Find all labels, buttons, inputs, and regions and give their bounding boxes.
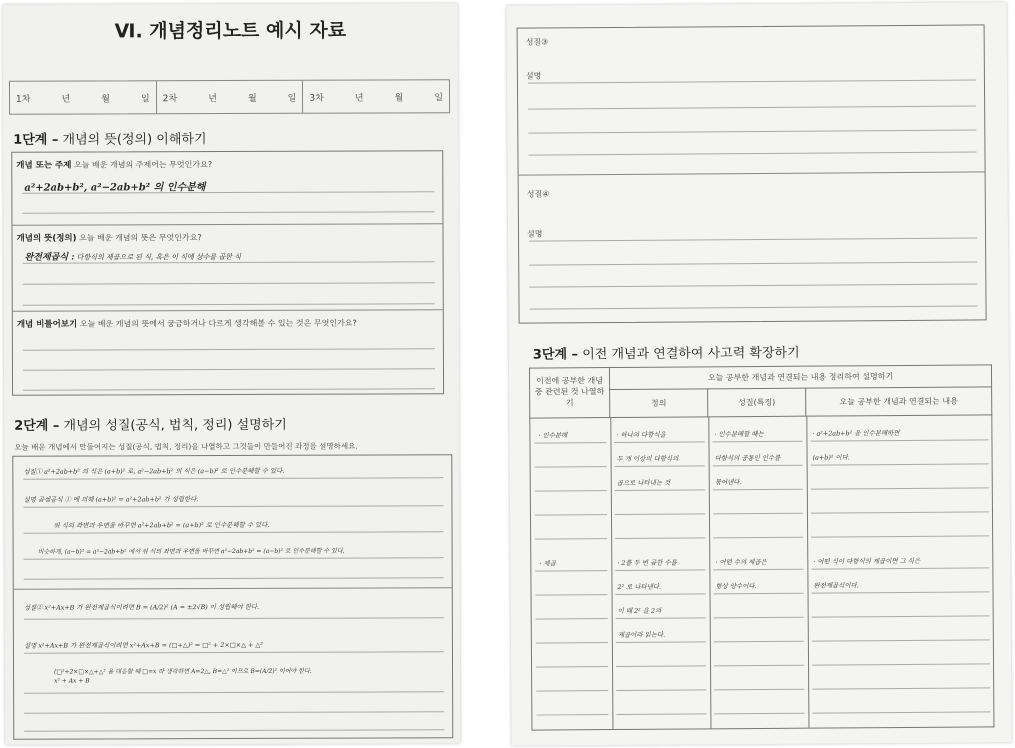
property-4-explanation-label: 설명 <box>526 229 543 239</box>
writing-line <box>811 463 989 465</box>
col-property-header: 성질(특징) <box>708 388 806 417</box>
concept-twist-question: 오늘 배운 개념의 뜻에서 궁금하거나 다르게 생각해볼 수 있는 것은 무엇인가요? <box>77 318 357 329</box>
property-2-explanation-2: (□²+2×□×△+△² 을 대응할 때 □=x 라 생각하면 A=2△, B=△² 이므로 B=(A/2)² 이어야 한다. <box>54 667 312 676</box>
property-3-explanation-label: 설명 <box>525 71 542 81</box>
property-1-explanation-3: 비슷하게, (a−b)² = a²−2ab+b² 에서 위 식의 좌변과 우변을 바꾸면 a²−2ab+b² = (a−b)² 로 인수분해할 수 있다. <box>37 547 345 556</box>
step3-table <box>529 364 995 730</box>
writing-line <box>812 591 990 593</box>
step3-heading <box>533 342 800 363</box>
review-date-1 <box>10 81 156 114</box>
definition-line: 2² 로 나타낸다. <box>617 582 662 591</box>
col-divider <box>610 418 613 729</box>
writing-line <box>536 714 608 716</box>
date-label: 1차 <box>16 94 31 105</box>
group-header: 오늘 공부한 개념과 연결되는 내용 정리하여 설명하기 <box>609 365 991 390</box>
table-body <box>530 415 994 730</box>
writing-line <box>23 505 443 507</box>
property-2-text: 성질② x²+Ax+B 가 완전제곱식이려면 B = (A/2)² (A = ±2√B) 이 성립해야 한다. <box>23 602 260 612</box>
date-label: 2차 <box>162 93 178 104</box>
concept-meaning-label: 개념의 뜻(정의) <box>16 233 77 244</box>
date-month: 월 <box>394 92 404 103</box>
concept-twist-label: 개념 비틀어보기 <box>16 319 78 330</box>
property-4-label: 성질④ <box>526 189 550 199</box>
step1-heading-bold: 1단계 – <box>13 132 59 148</box>
concept-subject-prompt <box>16 158 212 171</box>
step2-heading-text: 개념의 성질(공식, 법칙, 정리) 설명하기 <box>59 417 287 434</box>
writing-line <box>615 569 705 571</box>
date-month: 월 <box>247 93 257 104</box>
writing-line <box>23 477 443 479</box>
connection-line: · a²+2ab+b² 을 인수분해하면 <box>812 429 900 438</box>
property-2-explanation-1: 설명 x²+Ax+B 가 완전제곱식이려면 x²+Ax+B = (□+△)² = □² + 2×□×△ + △² <box>23 640 263 650</box>
concept-subject-section <box>12 151 442 223</box>
writing-line <box>534 442 606 444</box>
writing-line <box>714 641 804 643</box>
writing-line <box>536 666 608 668</box>
step2-instruction: 오늘 배운 개념에서 만들어지는 성질(공식, 법칙, 정리)을 나열하고 그것들이 만들어진 과정을 설명하세요. <box>14 441 358 452</box>
date-year: 년 <box>208 93 217 104</box>
property-2-explanation-3: x² + Ax + B <box>54 677 90 685</box>
writing-line <box>616 665 706 667</box>
writing-line <box>714 593 804 595</box>
writing-line <box>713 513 803 515</box>
concept-subject-label: 개념 또는 주제 <box>16 160 72 171</box>
writing-line <box>616 689 706 691</box>
writing-line <box>714 689 804 691</box>
date-year: 년 <box>61 94 71 105</box>
writing-line <box>615 513 705 515</box>
writing-line <box>811 535 989 537</box>
writing-line <box>24 729 444 731</box>
writing-line <box>714 665 804 667</box>
concept-subject-question: 오늘 배운 개념의 주제어는 무엇인가요? <box>71 160 213 170</box>
writing-line <box>812 687 990 689</box>
date-day: 일 <box>140 93 150 104</box>
connection-line: 완전제곱식이다. <box>813 581 859 590</box>
writing-line <box>24 691 444 693</box>
writing-line <box>536 594 608 596</box>
writing-line <box>810 439 988 441</box>
col-divider <box>708 417 711 728</box>
col-connection-header: 오늘 공부한 개념과 연결되는 내용 <box>806 387 992 416</box>
concept-meaning-answer <box>25 249 241 263</box>
property-line: 묶어낸다. <box>714 478 742 487</box>
writing-line <box>713 569 803 571</box>
writing-line <box>713 489 803 491</box>
writing-line <box>528 129 976 133</box>
writing-line <box>615 489 705 491</box>
writing-line <box>712 441 802 443</box>
writing-line <box>23 303 435 305</box>
writing-line <box>23 261 435 263</box>
col-previous-concepts-header: 이전에 공부한 개념 중 관련된 것 나열하기 <box>529 368 609 419</box>
date-year: 년 <box>354 93 364 104</box>
date-day: 일 <box>287 93 297 104</box>
writing-line <box>811 567 989 569</box>
writing-line <box>24 557 444 559</box>
writing-line <box>536 618 608 620</box>
property-1-text: 성질① a²+2ab+b² 의 식은 (a+b)² 로, a²−2ab+b² 의 식은 (a−b)² 로 인수분해할 수 있다. <box>23 466 285 476</box>
writing-line <box>812 663 990 665</box>
writing-line <box>535 570 607 572</box>
definition-line: 이 때 2² 을 2의 <box>617 606 662 615</box>
writing-line <box>714 713 804 715</box>
review-dates-table <box>9 79 450 115</box>
step2-box <box>12 454 453 740</box>
writing-line <box>615 465 705 467</box>
writing-line <box>24 531 444 533</box>
writing-line <box>616 641 706 643</box>
date-label: 3차 <box>309 93 324 104</box>
page-title: Ⅵ. 개념정리노트 예시 자료 <box>114 19 347 43</box>
section-divider <box>14 587 452 590</box>
writing-line <box>24 651 444 653</box>
writing-line <box>615 537 705 539</box>
definition-line: 제곱이라 읽는다. <box>617 630 666 639</box>
meaning-answer-term: 완전제곱식 : <box>24 252 75 263</box>
definition-line: 곱으로 나타내는 것 <box>616 478 671 487</box>
properties-3-4-box <box>517 24 987 323</box>
writing-line <box>614 441 704 443</box>
writing-line <box>812 615 990 617</box>
concept-twist-section <box>13 309 443 397</box>
writing-line <box>812 711 990 713</box>
review-date-2 <box>156 81 303 114</box>
concept-subject-answer: a²+2ab+b², a²−2ab+b² 의 인수분해 <box>24 182 206 194</box>
step3-heading-text: 이전 개념과 연결하여 사고력 확장하기 <box>577 345 800 363</box>
writing-line <box>22 211 434 213</box>
writing-line <box>528 151 976 155</box>
property-line: 항상 양수이다. <box>715 582 757 591</box>
connection-line: (a+b)² 이다. <box>812 453 850 462</box>
writing-line <box>528 79 976 83</box>
step1-heading-text: 개념의 뜻(정의) 이해하기 <box>58 132 207 148</box>
property-1-explanation-1: 설명 곱셈공식 ① 에 의해 (a+b)² = a²+2ab+b² 가 성립한다. <box>23 495 199 504</box>
writing-line <box>616 617 706 619</box>
writing-line <box>22 191 434 193</box>
step3-heading-bold: 3단계 – <box>532 347 579 363</box>
writing-line <box>24 577 444 579</box>
left-page <box>3 3 461 745</box>
writing-line <box>535 514 607 516</box>
col-definition-header: 정의 <box>610 389 708 418</box>
writing-line <box>713 537 803 539</box>
writing-line <box>529 261 977 265</box>
property-line: · 인수분해할 때는 <box>714 429 764 439</box>
writing-line <box>24 617 444 619</box>
writing-line <box>536 690 608 692</box>
previous-concept: · 제곱 <box>539 559 556 568</box>
writing-line <box>23 348 435 350</box>
writing-line <box>616 713 706 715</box>
property-line: · 어떤 수의 제곱은 <box>715 557 767 567</box>
writing-line <box>535 466 607 468</box>
step2-heading-bold: 2단계 – <box>14 418 60 434</box>
definition-line: · 2를 두 번 곱한 수를 <box>617 558 677 567</box>
property-1-explanation-2: 위 식의 좌변과 우변을 바꾸면 a²+2ab+b² = (a+b)² 로 인수분해할 수 있다. <box>53 520 270 530</box>
writing-line <box>811 511 989 513</box>
writing-line <box>528 105 976 109</box>
writing-line <box>530 305 978 309</box>
property-3-label: 성질③ <box>525 37 549 47</box>
date-month: 월 <box>101 93 110 104</box>
writing-line <box>24 711 444 713</box>
writing-line <box>714 617 804 619</box>
writing-line <box>23 282 435 284</box>
writing-line <box>529 283 977 287</box>
definition-line: 두 개 이상의 다항식의 <box>616 454 679 463</box>
previous-concept: · 인수분해 <box>538 431 568 440</box>
review-date-3 <box>302 80 449 113</box>
step2-heading <box>14 414 287 434</box>
definition-line: · 하나의 다항식을 <box>616 430 666 439</box>
concept-twist-prompt <box>17 317 357 330</box>
col-divider <box>806 417 809 728</box>
concept-meaning-section <box>12 223 442 309</box>
property-line: 다항식의 공통인 인수를 <box>714 453 781 463</box>
connection-line: · 어떤 식이 다항식의 제곱이면 그 식은 <box>813 556 921 566</box>
writing-line <box>535 490 607 492</box>
step1-heading <box>13 128 206 148</box>
writing-line <box>811 487 989 489</box>
writing-line <box>812 639 990 641</box>
right-page <box>506 2 1011 745</box>
concept-meaning-question: 오늘 배운 개념의 뜻은 무엇인가요? <box>76 233 202 243</box>
date-day: 일 <box>434 92 444 103</box>
table-body-grid <box>530 415 993 729</box>
writing-line <box>23 388 435 390</box>
writing-line <box>616 593 706 595</box>
writing-line <box>536 642 608 644</box>
writing-line <box>713 465 803 467</box>
concept-meaning-prompt <box>17 231 202 244</box>
step1-box <box>11 150 444 396</box>
writing-line <box>535 538 607 540</box>
meaning-answer-text: 다항식의 제곱으로 된 식, 혹은 이 식에 상수를 곱한 식 <box>74 252 242 262</box>
writing-line <box>529 237 977 241</box>
writing-line <box>23 368 435 370</box>
section-divider <box>519 171 985 175</box>
